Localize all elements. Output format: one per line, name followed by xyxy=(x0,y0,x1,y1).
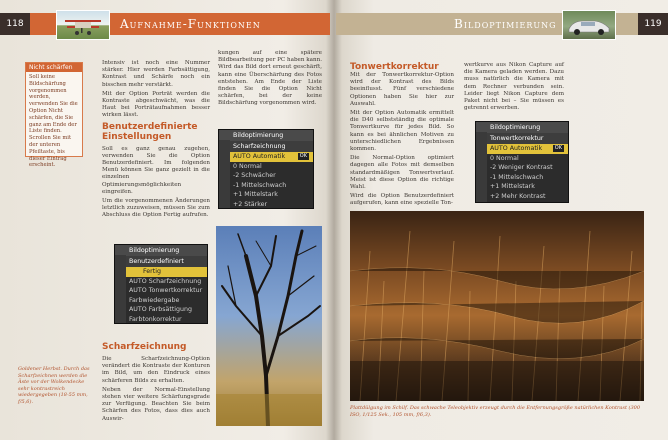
paragraph: Mit der Option Porträt werden die Kontraste abgeschwächt, was die Haut bei Porträtaufnahmen besser wirken lässt. xyxy=(102,90,210,119)
menu-item[interactable]: Farbwiedergabe xyxy=(129,296,180,304)
biplane-icon xyxy=(57,11,109,39)
menu-subtitle: Tonwertkorrektur xyxy=(476,133,568,144)
right-page-number: 119 xyxy=(638,13,668,35)
biplane-thumbnail xyxy=(56,10,110,40)
menu-item[interactable]: -2 Weniger Kontrast xyxy=(490,164,553,171)
menu-item[interactable]: +1 Mittelstark xyxy=(233,191,278,198)
menu-item[interactable]: +2 Mehr Kontrast xyxy=(490,192,546,200)
menu-item[interactable]: 0 Normal xyxy=(233,162,262,170)
paragraph: Mit der Tonwertkorrektur-Option wird der Kontrast des Bilds beeinflusst. Fünf verschiedene Optionen haben Sie hier zur Auswahl. xyxy=(350,72,454,107)
ok-badge: OK xyxy=(299,153,307,159)
menu-item[interactable]: -1 Mittelschwach xyxy=(233,181,287,189)
car-thumbnail xyxy=(562,10,616,40)
left-section-title: Aufnahme-Funktionen xyxy=(120,17,261,31)
paragraph: Um die vorgenommenen Änderungen letztlich zuzuweisen, müssen Sie zum Abschluss die Option Fertig aufrufen. xyxy=(102,198,210,219)
menu-title: Bildoptimierung xyxy=(219,130,313,141)
paragraph: Die Normal-Option optimiert dagegen alle Fotos mit demselben standardmäßigen Tonwertverlauf. Meist ist diese Option die richtige Wahl. xyxy=(350,155,454,191)
left-page-number: 118 xyxy=(0,13,30,35)
menu-side-icons xyxy=(219,140,230,208)
right-header-bar xyxy=(336,13,668,35)
tree-photo-caption: Goldener Herbst. Durch das Scharfzeichnen werden die Äste vor der Wolkendecke sehr kontrastreich wiedergegeben (18-55 mm, f/5,6). xyxy=(18,366,90,405)
menu-item[interactable]: AUTO Farbsättigung xyxy=(129,306,193,313)
right-column-2 xyxy=(464,62,564,114)
paragraph: Soll es ganz genau zugehen, verwenden Sie die Option Benutzerdefiniert. Im folgenden Menü können Sie ganz gezielt in die einzelnen Optimierungsmöglichkeiten eingreifen. xyxy=(102,145,210,195)
left-header-bar xyxy=(0,13,330,35)
reeds-photo xyxy=(350,211,644,401)
menu-subtitle: Scharfzeichnung xyxy=(219,141,313,152)
menu-item[interactable]: +1 Mittelstark xyxy=(490,183,535,190)
camera-menu-sharpening xyxy=(218,129,314,209)
book-gutter xyxy=(326,0,342,440)
paragraph: kungen auf eine spätere Bildbearbeitung per PC haben kann. Wird das Bild dort erneut geschärft, kann eine Überschärfung des Fotos entstehen. Am Ende der Liste finden Sie die Option Nicht schärfen, bei der keine Bildschärfung vorgenommen wird. xyxy=(218,50,322,107)
menu-title: Bildoptimierung xyxy=(476,122,568,133)
reeds-texture xyxy=(350,211,644,401)
paragraph: Wird die Option Benutzerdefiniert aufgerufen, kann eine spezielle Ton- xyxy=(350,193,454,207)
tip-text: Soll keine Bildschärfung vorgenommen werden, verwenden Sie die Option Nicht schärfen, die Sie ganz am Ende der Liste finden. Scrollen Sie mit der unteren Pfeiltaste, bis dieser Eintrag erscheint. xyxy=(29,74,78,169)
paragraph: Die Scharfzeichnung-Option verändert die Kontraste der Konturen im Bild, um den Eindruck eines schärferen Bilds zu erhalten. xyxy=(102,356,210,384)
heading-custom-settings: Benutzerdefinierte Einstellungen xyxy=(102,121,198,142)
camera-menu-custom xyxy=(114,244,208,324)
tip-title: Nicht schärfen xyxy=(26,63,82,72)
heading-tone-correction: Tonwertkorrektur xyxy=(350,62,439,72)
heading-sharpening: Scharfzeichnung xyxy=(102,342,187,352)
reeds-photo-caption: Plattdülgung im Schilf. Das schwache Teleobjektiv erzeugt durch die Entfernungsgröße natürlichen Kontrast (300 ISO, 1/125 Sek., 105 mm, f/6,3). xyxy=(350,405,641,418)
left-column-1-lower xyxy=(102,340,210,425)
car-icon xyxy=(563,11,615,39)
tree-silhouette xyxy=(216,226,322,426)
paragraph: wertkurve aus Nikon Capture auf die Kamera geladen werden. Dazu muss natürlich die Kamera mit dem Rechner verbunden sein. Leider liegt Nikon Capture dem Paket nicht bei – Sie müssen es getrennt erwerben. xyxy=(464,62,564,112)
camera-menu-tone xyxy=(475,121,569,203)
paragraph: Intensiv ist noch eine Nummer stärker. Hier werden Farbsättigung, Kontrast und Schärfe noch ein bisschen mehr verstärkt. xyxy=(102,60,210,88)
menu-item[interactable]: Fertig xyxy=(115,267,207,277)
menu-title: Bildoptimierung xyxy=(115,245,207,256)
menu-item[interactable] xyxy=(219,152,313,162)
menu-item[interactable]: +2 Stärker xyxy=(233,200,268,208)
menu-item[interactable]: -1 Mittelschwach xyxy=(490,173,544,181)
ok-badge: OK xyxy=(554,145,562,151)
tree-photo xyxy=(216,226,322,426)
menu-side-icons xyxy=(115,255,126,323)
paragraph: Mit der Option Automatik ermittelt die D40 selbstständig die optimale Tonwertkurve für jedes Bild. So kann es bei ähnlichen Motiven zu unterschiedlichen Ergebnissen kommen. xyxy=(350,110,454,153)
menu-subtitle: Benutzerdefiniert xyxy=(115,256,207,267)
right-section-title: Bildoptimierung xyxy=(454,17,557,31)
left-column-1 xyxy=(102,60,210,222)
menu-side-icons xyxy=(476,132,487,202)
left-column-2 xyxy=(218,50,322,110)
paragraph: Neben der Normal-Einstellung stehen vier weitere Schärfungsgrade zur Verfügung. Beachten Sie beim Schärfen des Fotos, dass dies auch Auswir- xyxy=(102,386,210,422)
tip-box xyxy=(25,62,83,169)
menu-item-label: AUTO Automatik xyxy=(490,145,543,152)
menu-item[interactable]: AUTO Tonwertkorrektur xyxy=(129,287,203,294)
menu-item[interactable] xyxy=(476,144,568,154)
menu-item-label: AUTO Automatik xyxy=(233,153,286,160)
menu-item[interactable]: AUTO Scharfzeichnung xyxy=(129,277,202,285)
menu-item[interactable]: 0 Normal xyxy=(490,154,519,162)
menu-item[interactable]: -2 Schwächer xyxy=(233,172,276,179)
menu-item[interactable]: Farbtonkorrektur xyxy=(129,315,182,323)
right-column-1 xyxy=(350,62,454,210)
